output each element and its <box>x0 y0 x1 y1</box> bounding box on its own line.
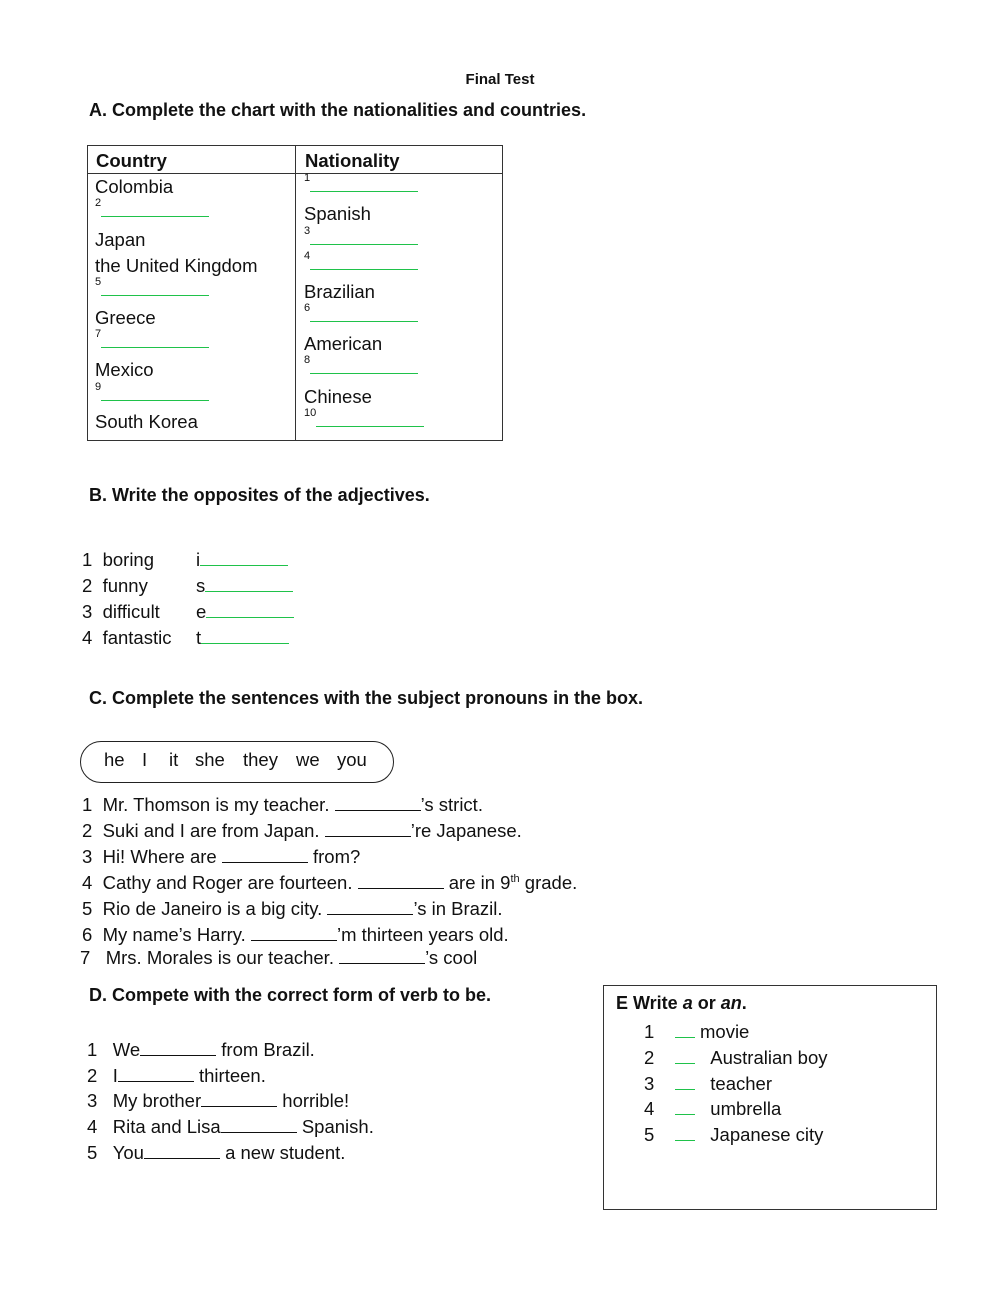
answer-blank[interactable] <box>675 1023 695 1038</box>
nationality-cell: Brazilian <box>304 281 375 302</box>
verb-item: 3 My brother horrible! <box>87 1090 350 1111</box>
answer-blank[interactable] <box>675 1100 695 1115</box>
pronoun-sentence: 5 Rio de Janeiro is a big city. ’s in Brazil. <box>82 898 503 919</box>
answer-blank[interactable] <box>325 822 411 837</box>
nationality-blank[interactable]: 4 <box>304 253 418 275</box>
answer-blank[interactable] <box>118 1067 194 1082</box>
country-blank[interactable]: 7 <box>95 331 209 353</box>
adjective-answer[interactable]: i <box>196 549 288 571</box>
adjective-item: 2 funny <box>82 575 148 596</box>
country-cell: Greece <box>95 307 156 328</box>
nationality-blank[interactable]: 8 <box>304 357 418 379</box>
nationality-blank[interactable]: 1 <box>304 175 418 197</box>
adjective-item: 3 difficult <box>82 601 160 622</box>
answer-blank[interactable] <box>201 1092 277 1107</box>
country-blank[interactable]: 9 <box>95 384 209 406</box>
verb-item: 1 We from Brazil. <box>87 1039 315 1060</box>
pronoun-sentence: 1 Mr. Thomson is my teacher. ’s strict. <box>82 794 483 815</box>
nationality-column-header: Nationality <box>305 150 400 171</box>
pronoun-word: you <box>337 749 367 770</box>
country-cell: Mexico <box>95 359 154 380</box>
country-column-header: Country <box>96 150 167 171</box>
country-cell: Colombia <box>95 176 174 197</box>
answer-blank[interactable] <box>221 1118 297 1133</box>
section-b-heading: B. Write the opposites of the adjectives. <box>89 485 430 505</box>
section-e-heading: E Write a or an. <box>616 993 747 1013</box>
nationality-blank[interactable]: 3 <box>304 228 418 250</box>
page-title: Final Test <box>465 71 535 88</box>
adjective-item: 4 fantastic <box>82 627 172 648</box>
article-item: 3 teacher <box>644 1073 772 1094</box>
pronoun-sentence: 6 My name’s Harry. ’m thirteen years old. <box>82 924 509 945</box>
answer-blank[interactable] <box>339 949 425 964</box>
adjective-answer[interactable]: s <box>196 575 293 597</box>
article-item: 2 Australian boy <box>644 1047 828 1068</box>
article-item: 4 umbrella <box>644 1098 782 1119</box>
answer-blank[interactable] <box>358 874 444 889</box>
pronoun-word: it <box>169 749 179 770</box>
pronoun-word: she <box>195 749 225 770</box>
section-c-heading: C. Complete the sentences with the subject pronouns in the box. <box>89 688 644 708</box>
country-cell: Japan <box>95 229 146 250</box>
nationality-cell: Chinese <box>304 386 372 407</box>
nationality-cell: Spanish <box>304 203 371 224</box>
country-blank[interactable]: 2 <box>95 200 209 222</box>
country-cell: the United Kingdom <box>95 255 258 276</box>
answer-blank[interactable] <box>144 1144 220 1159</box>
verb-item: 4 Rita and Lisa Spanish. <box>87 1116 374 1137</box>
country-cell: South Korea <box>95 411 198 432</box>
verb-item: 5 You a new student. <box>87 1142 346 1163</box>
country-blank[interactable]: 5 <box>95 279 209 301</box>
answer-blank[interactable] <box>222 848 308 863</box>
answer-blank[interactable] <box>675 1049 695 1064</box>
section-d-heading: D. Compete with the correct form of verb to be. <box>89 985 492 1005</box>
pronoun-word: he <box>104 749 125 770</box>
pronoun-sentence: 3 Hi! Where are from? <box>82 846 361 867</box>
pronoun-sentence: 7 Mrs. Morales is our teacher. ’s cool <box>80 947 478 968</box>
article-item: 1 movie <box>644 1021 750 1042</box>
nationality-blank[interactable]: 6 <box>304 305 418 327</box>
answer-blank[interactable] <box>140 1041 216 1056</box>
answer-blank[interactable] <box>327 900 413 915</box>
adjective-answer[interactable]: t <box>196 627 289 649</box>
verb-item: 2 I thirteen. <box>87 1065 266 1086</box>
adjective-item: 1 boring <box>82 549 155 570</box>
pronoun-word: we <box>296 749 320 770</box>
answer-blank[interactable] <box>335 796 421 811</box>
answer-blank[interactable] <box>675 1126 695 1141</box>
pronoun-sentence: 4 Cathy and Roger are fourteen. are in 9th grade. <box>82 872 578 893</box>
answer-blank[interactable] <box>251 926 337 941</box>
pronoun-word: they <box>243 749 278 770</box>
nationality-blank[interactable]: 10 <box>304 410 424 432</box>
adjective-answer[interactable]: e <box>196 601 294 623</box>
pronoun-sentence: 2 Suki and I are from Japan. ’re Japanese. <box>82 820 522 841</box>
section-a-heading: A. Complete the chart with the nationalities and countries. <box>89 100 587 120</box>
article-item: 5 Japanese city <box>644 1124 824 1145</box>
nationality-cell: American <box>304 333 383 354</box>
answer-blank[interactable] <box>675 1075 695 1090</box>
pronoun-word: I <box>142 749 148 770</box>
